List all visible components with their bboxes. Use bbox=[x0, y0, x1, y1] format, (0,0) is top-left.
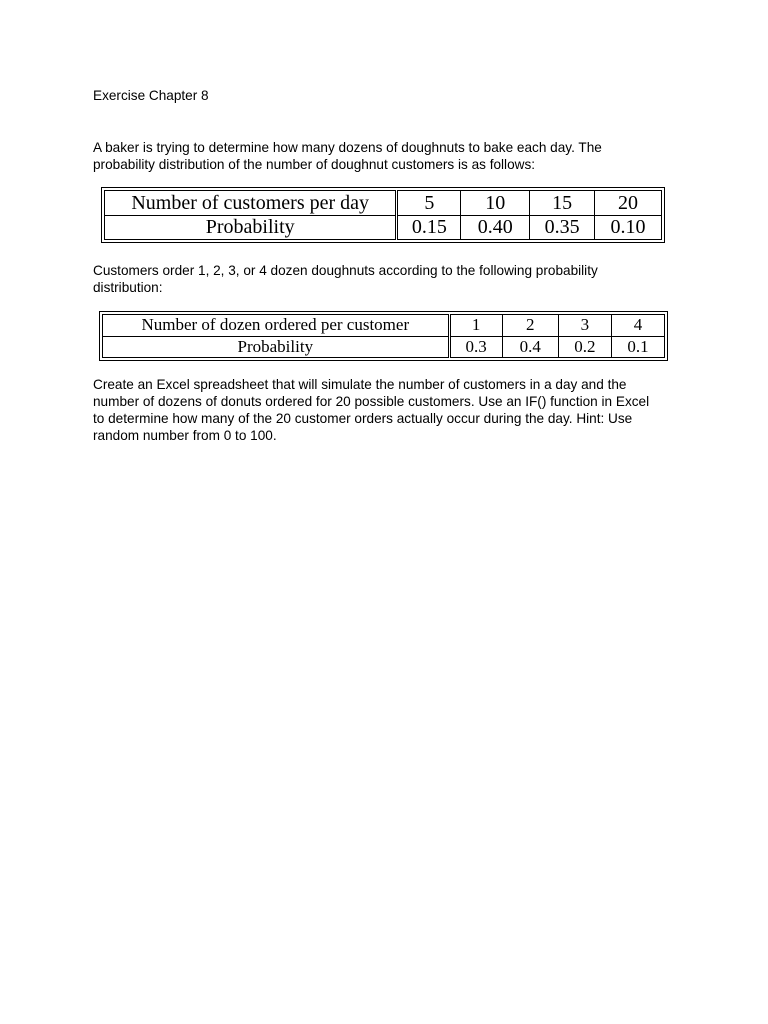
task-line: to determine how many of the 20 customer orders actually occur during the day. Hint: Use bbox=[93, 411, 633, 426]
intro-line: probability distribution of the number of doughnut customers is as follows: bbox=[93, 157, 536, 172]
table-cell: 0.3 bbox=[449, 336, 502, 358]
table-cell: 0.4 bbox=[502, 336, 558, 358]
table-cell: 1 bbox=[449, 315, 502, 337]
table-row bbox=[105, 215, 662, 240]
task-line: random number from 0 to 100. bbox=[93, 428, 277, 443]
intro-paragraph bbox=[93, 139, 602, 173]
table-row bbox=[105, 191, 662, 216]
table-row bbox=[103, 336, 665, 358]
table-cell: 4 bbox=[611, 315, 664, 337]
row-header-dozens: Number of dozen ordered per customer bbox=[103, 315, 450, 337]
order-line: Customers order 1, 2, 3, or 4 dozen doughnuts according to the following probability bbox=[93, 263, 598, 278]
row-header-customers: Number of customers per day bbox=[105, 191, 397, 216]
table-cell: 20 bbox=[595, 191, 662, 216]
dozens-distribution-table bbox=[99, 311, 668, 361]
table-cell: 0.15 bbox=[397, 215, 461, 240]
table-cell: 5 bbox=[397, 191, 461, 216]
table-cell: 3 bbox=[558, 315, 611, 337]
order-line: distribution: bbox=[93, 280, 163, 295]
table-cell: 2 bbox=[502, 315, 558, 337]
exercise-title: Exercise Chapter 8 bbox=[93, 88, 209, 103]
table-row bbox=[103, 315, 665, 337]
task-line: Create an Excel spreadsheet that will simulate the number of customers in a day and the bbox=[93, 377, 627, 392]
table-cell: 10 bbox=[461, 191, 530, 216]
table-cell: 0.40 bbox=[461, 215, 530, 240]
table-cell: 0.1 bbox=[611, 336, 664, 358]
dozens-table-grid bbox=[102, 314, 665, 358]
customers-table-grid bbox=[104, 190, 662, 240]
order-paragraph bbox=[93, 262, 598, 296]
task-paragraph bbox=[93, 376, 649, 444]
row-header-probability: Probability bbox=[105, 215, 397, 240]
row-header-probability: Probability bbox=[103, 336, 450, 358]
table-cell: 15 bbox=[530, 191, 595, 216]
intro-line: A baker is trying to determine how many dozens of doughnuts to bake each day. The bbox=[93, 140, 602, 155]
table-cell: 0.10 bbox=[595, 215, 662, 240]
table-cell: 0.2 bbox=[558, 336, 611, 358]
customers-distribution-table bbox=[101, 187, 665, 243]
task-line: number of dozens of donuts ordered for 20 possible customers. Use an IF() function in Excel bbox=[93, 394, 650, 409]
table-cell: 0.35 bbox=[530, 215, 595, 240]
